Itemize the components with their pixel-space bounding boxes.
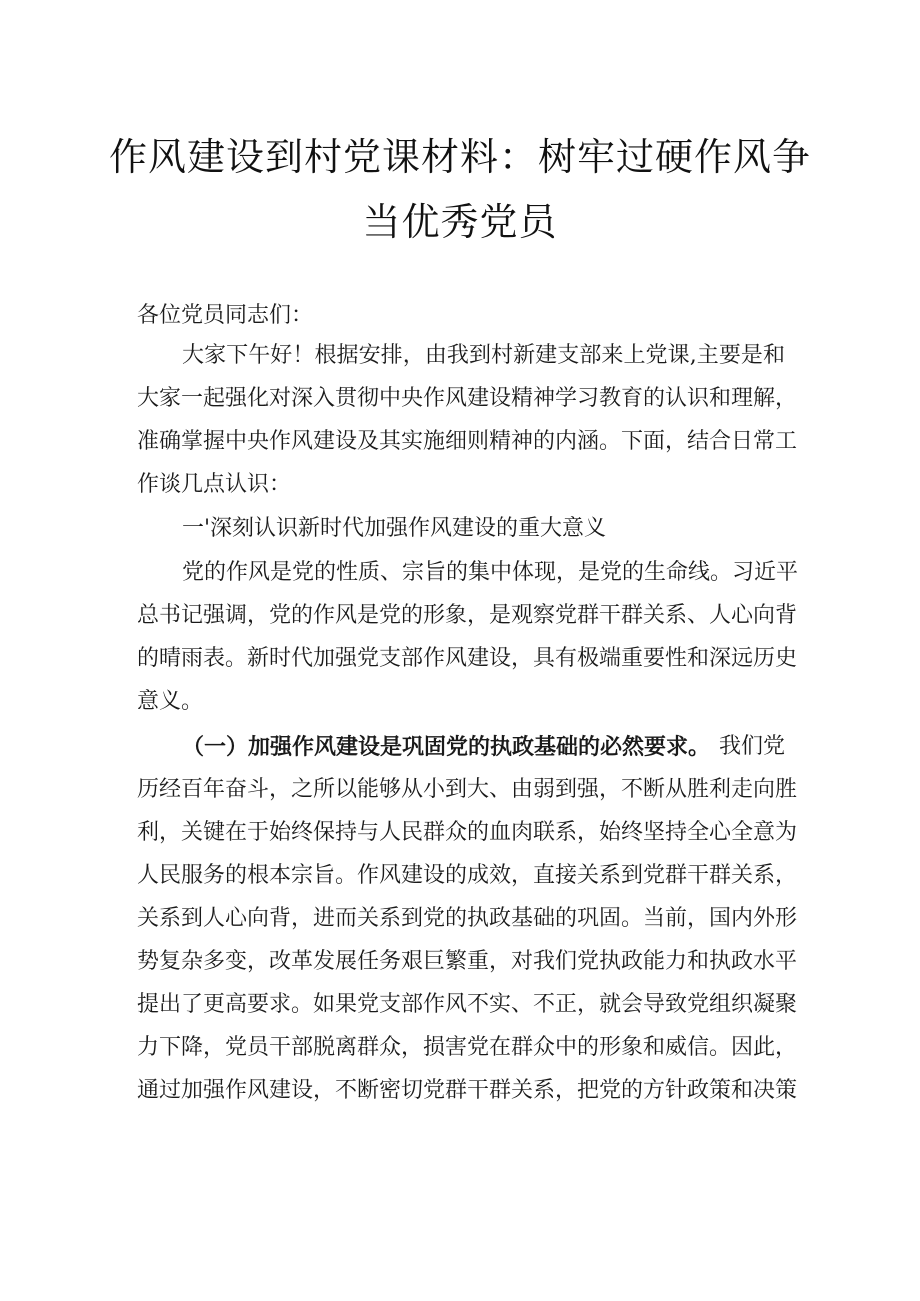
- para1-line-2: 总书记强调，党的作风是党的形象，是观察党群干群关系、人心向背: [137, 603, 798, 628]
- intro-line-3: 准确掌握中央作风建设及其实施细则精神的内涵。下面，结合日常工: [137, 429, 798, 454]
- sub1-first-line: [182, 732, 785, 762]
- para1-line-1: 党的作风是党的性质、宗旨的集中体现，是党的生命线。习近平: [182, 560, 799, 585]
- intro-line-1: 大家下午好！根据安排，由我到村新建支部来上党课,主要是和: [182, 343, 785, 368]
- sub1-line-5: 势复杂多变，改革发展任务艰巨繁重，对我们党执政能力和执政水平: [137, 949, 798, 974]
- sub1-first-rest: 我们党: [718, 734, 785, 759]
- sub1-line-8: 通过加强作风建设，不断密切党群干群关系，把党的方针政策和决策: [137, 1078, 798, 1103]
- document-title-line-2: 当优秀党员: [362, 200, 558, 244]
- sub1-heading: （一）加强作风建设是巩固党的执政基础的必然要求。: [182, 734, 711, 760]
- sub1-line-7: 力下降，党员干部脱离群众，损害党在群众中的形象和威信。因此，: [137, 1035, 798, 1060]
- sub1-line-6: 提出了更高要求。如果党支部作风不实、不正，就会导致党组织凝聚: [137, 992, 798, 1017]
- sub1-line-4: 关系到人心向背，进而关系到党的执政基础的巩固。当前，国内外形: [137, 906, 798, 931]
- document-title-line-1: 作风建设到村党课材料：树牢过硬作风争: [108, 135, 811, 179]
- salutation: 各位党员同志们：: [137, 303, 314, 328]
- intro-line-4: 作谈几点认识：: [137, 472, 292, 497]
- sub1-line-2: 利，关键在于始终保持与人民群众的血肉联系，始终坚持全心全意为: [137, 820, 798, 845]
- sub1-line-1: 历经百年奋斗，之所以能够从小到大、由弱到强，不断从胜利走向胜: [137, 777, 798, 802]
- para1-line-4: 意义。: [137, 689, 204, 714]
- section-heading-1: 一'深刻认识新时代加强作风建设的重大意义: [182, 516, 607, 541]
- intro-line-2: 大家一起强化对深入贯彻中央作风建设精神学习教育的认识和理解，: [137, 386, 798, 411]
- para1-line-3: 的晴雨表。新时代加强党支部作风建设，具有极端重要性和深远历史: [137, 646, 798, 671]
- sub1-line-3: 人民服务的根本宗旨。作风建设的成效，直接关系到党群干群关系，: [137, 863, 798, 888]
